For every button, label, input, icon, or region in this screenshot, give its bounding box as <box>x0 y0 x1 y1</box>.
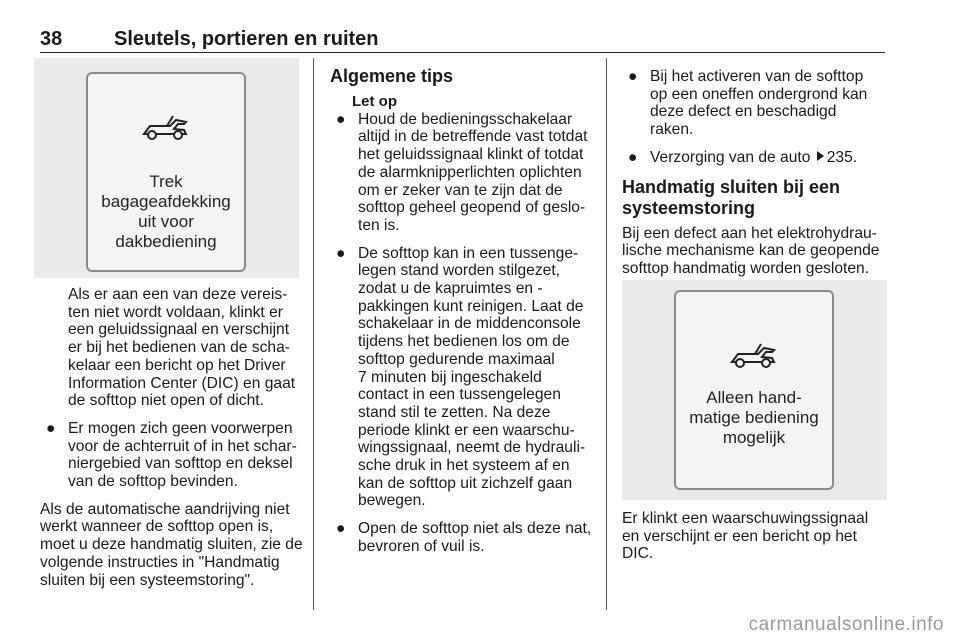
figure-fold-cover <box>34 58 299 278</box>
convertible-car-icon <box>140 112 192 142</box>
text-line: DIC. <box>622 545 654 563</box>
text-line: kan de softtop uit zichzelf gaan <box>358 474 573 492</box>
text-line: Als de automatische aandrijving niet <box>40 500 290 518</box>
display-line: uit voor <box>138 212 194 231</box>
text-line: Bij het activeren van de softtop <box>650 68 864 85</box>
text-line: niergebied van softtop en deksel <box>68 455 293 473</box>
text-line: bewegen. <box>358 492 426 510</box>
section-heading <box>622 177 890 219</box>
header-divider <box>40 52 885 53</box>
display-line: bagageafdekking <box>101 192 231 211</box>
list-item <box>40 420 305 491</box>
list-item <box>622 149 890 167</box>
text-line: om er zeker van te zijn dat de <box>358 181 563 199</box>
display-line: matige bediening <box>689 408 819 427</box>
chapter-title: Sleutels, portieren en ruiten <box>114 28 379 50</box>
text-line: van de softtop bevinden. <box>68 473 238 491</box>
text-line: periode klinkt er een waarschu- <box>358 421 575 439</box>
dic-display <box>86 72 246 272</box>
text-line: bevroren of vuil is. <box>358 537 485 555</box>
text-line: Bij een defect aan het elektrohydrau- <box>622 224 877 242</box>
note-title: Let op <box>352 93 397 110</box>
text-line: contact in een tussengelegen <box>358 386 561 404</box>
text-line: 7 minuten bij ingeschakeld <box>358 368 542 386</box>
text-line: er bij het bedienen van de scha- <box>68 339 290 357</box>
column-3 <box>622 68 890 286</box>
text-line: sluiten bij een systeemstoring". <box>40 571 255 589</box>
text-line: werkt wanneer de softtop open is, <box>40 518 274 536</box>
text-line: voor de achterruit of in het schar- <box>68 437 297 455</box>
text-line: kelaar een bericht op het Driver <box>68 356 286 374</box>
display-line: Trek <box>149 172 183 191</box>
text-line: De softtop kan in een tussenge- <box>358 244 579 262</box>
text-line: wingssignaal, neemt de hydrauli- <box>358 439 586 457</box>
text-line: volgende instructies in "Handmatig <box>40 553 280 571</box>
column-divider-1 <box>313 58 314 610</box>
text-line: altijd in de betreffende vast totdat <box>358 128 588 146</box>
text-line: ten niet wordt voldaan, klinkt er <box>68 303 283 321</box>
text-line: Information Center (DIC) en gaat <box>68 374 296 392</box>
text-line: stand stil te zetten. Na deze <box>358 403 551 421</box>
text-line: lische mechanisme kan de geopende <box>622 242 880 260</box>
heading-line: Handmatig sluiten bij een <box>622 176 841 197</box>
text-line: en verschijnt er een bericht op het <box>622 527 857 545</box>
bullet-icon: ● <box>336 244 346 262</box>
list-item <box>330 520 598 555</box>
text-line: Houd de bedieningsschakelaar <box>358 110 573 128</box>
text-line: de alarmknipperlichten oplichten <box>358 163 582 181</box>
bullet-icon: ● <box>46 419 56 437</box>
text-line: Er klinkt een waarschuwingssignaal <box>622 510 869 527</box>
page-header <box>40 28 885 52</box>
text-line: Open de softtop niet als deze nat, <box>358 520 592 538</box>
text-line: legen stand worden stilgezet, <box>358 262 560 280</box>
bullet-icon: ● <box>628 68 638 85</box>
text-line: deze defect en beschadigd <box>650 103 837 121</box>
text-line: het geluidssignaal klinkt of totdat <box>358 146 584 164</box>
column-divider-2 <box>606 58 607 610</box>
indent-paragraph <box>40 286 305 410</box>
text-line: schakelaar in de middenconsole <box>358 315 581 333</box>
text-line: softtop handmatig worden gesloten. <box>622 259 870 277</box>
text-line: pakkingen kunt reinigen. Laat de <box>358 297 584 315</box>
text-line: ten is. <box>358 216 400 234</box>
display-line: mogelijk <box>722 428 786 447</box>
bullet-icon: ● <box>336 520 346 538</box>
column-3-bottom <box>622 510 890 571</box>
text-line: zodat u de kapruimtes en - <box>358 280 543 298</box>
paragraph <box>40 501 305 590</box>
text-line: softtop geheel geopend of geslo- <box>358 199 586 217</box>
text-line: raken. <box>650 121 694 139</box>
convertible-car-icon <box>728 340 780 370</box>
paragraph <box>622 225 890 278</box>
text-line: op een oneffen ondergrond kan <box>650 85 868 103</box>
column-2 <box>330 66 598 566</box>
text-line: moet u deze handmatig sluiten, zie de <box>40 536 303 554</box>
text-line: softtop gedurende maximaal <box>358 350 555 368</box>
heading-line: systeemstoring <box>622 197 756 218</box>
section-heading: Algemene tips <box>330 66 454 86</box>
text-line: Als er aan een van deze vereis- <box>68 286 288 303</box>
dic-display <box>674 290 834 490</box>
list-item <box>622 68 890 139</box>
text-line: Verzorging van de auto <box>650 148 811 166</box>
display-line: dakbediening <box>115 232 217 251</box>
text-line: de softtop niet open of dicht. <box>68 392 264 410</box>
column-1 <box>40 286 305 597</box>
page-reference-arrow-icon <box>817 151 824 161</box>
text-line: sche druk in het systeem af en <box>358 457 570 475</box>
text-line: Er mogen zich geen voorwerpen <box>68 419 293 437</box>
text-line: tijdens het bedienen los om de <box>358 333 570 351</box>
paragraph <box>622 510 890 563</box>
bullet-icon: ● <box>628 148 638 166</box>
watermark: carmanualsonline.info <box>748 614 944 635</box>
text-line: een geluidssignaal en verschijnt <box>68 321 290 339</box>
display-line: Alleen hand- <box>706 388 802 407</box>
page-number: 38 <box>40 28 63 50</box>
page-reference[interactable]: 235. <box>826 148 858 166</box>
figure-manual-only <box>622 280 887 500</box>
bullet-icon: ● <box>336 110 346 128</box>
list-item <box>330 245 598 511</box>
list-item <box>330 111 598 235</box>
